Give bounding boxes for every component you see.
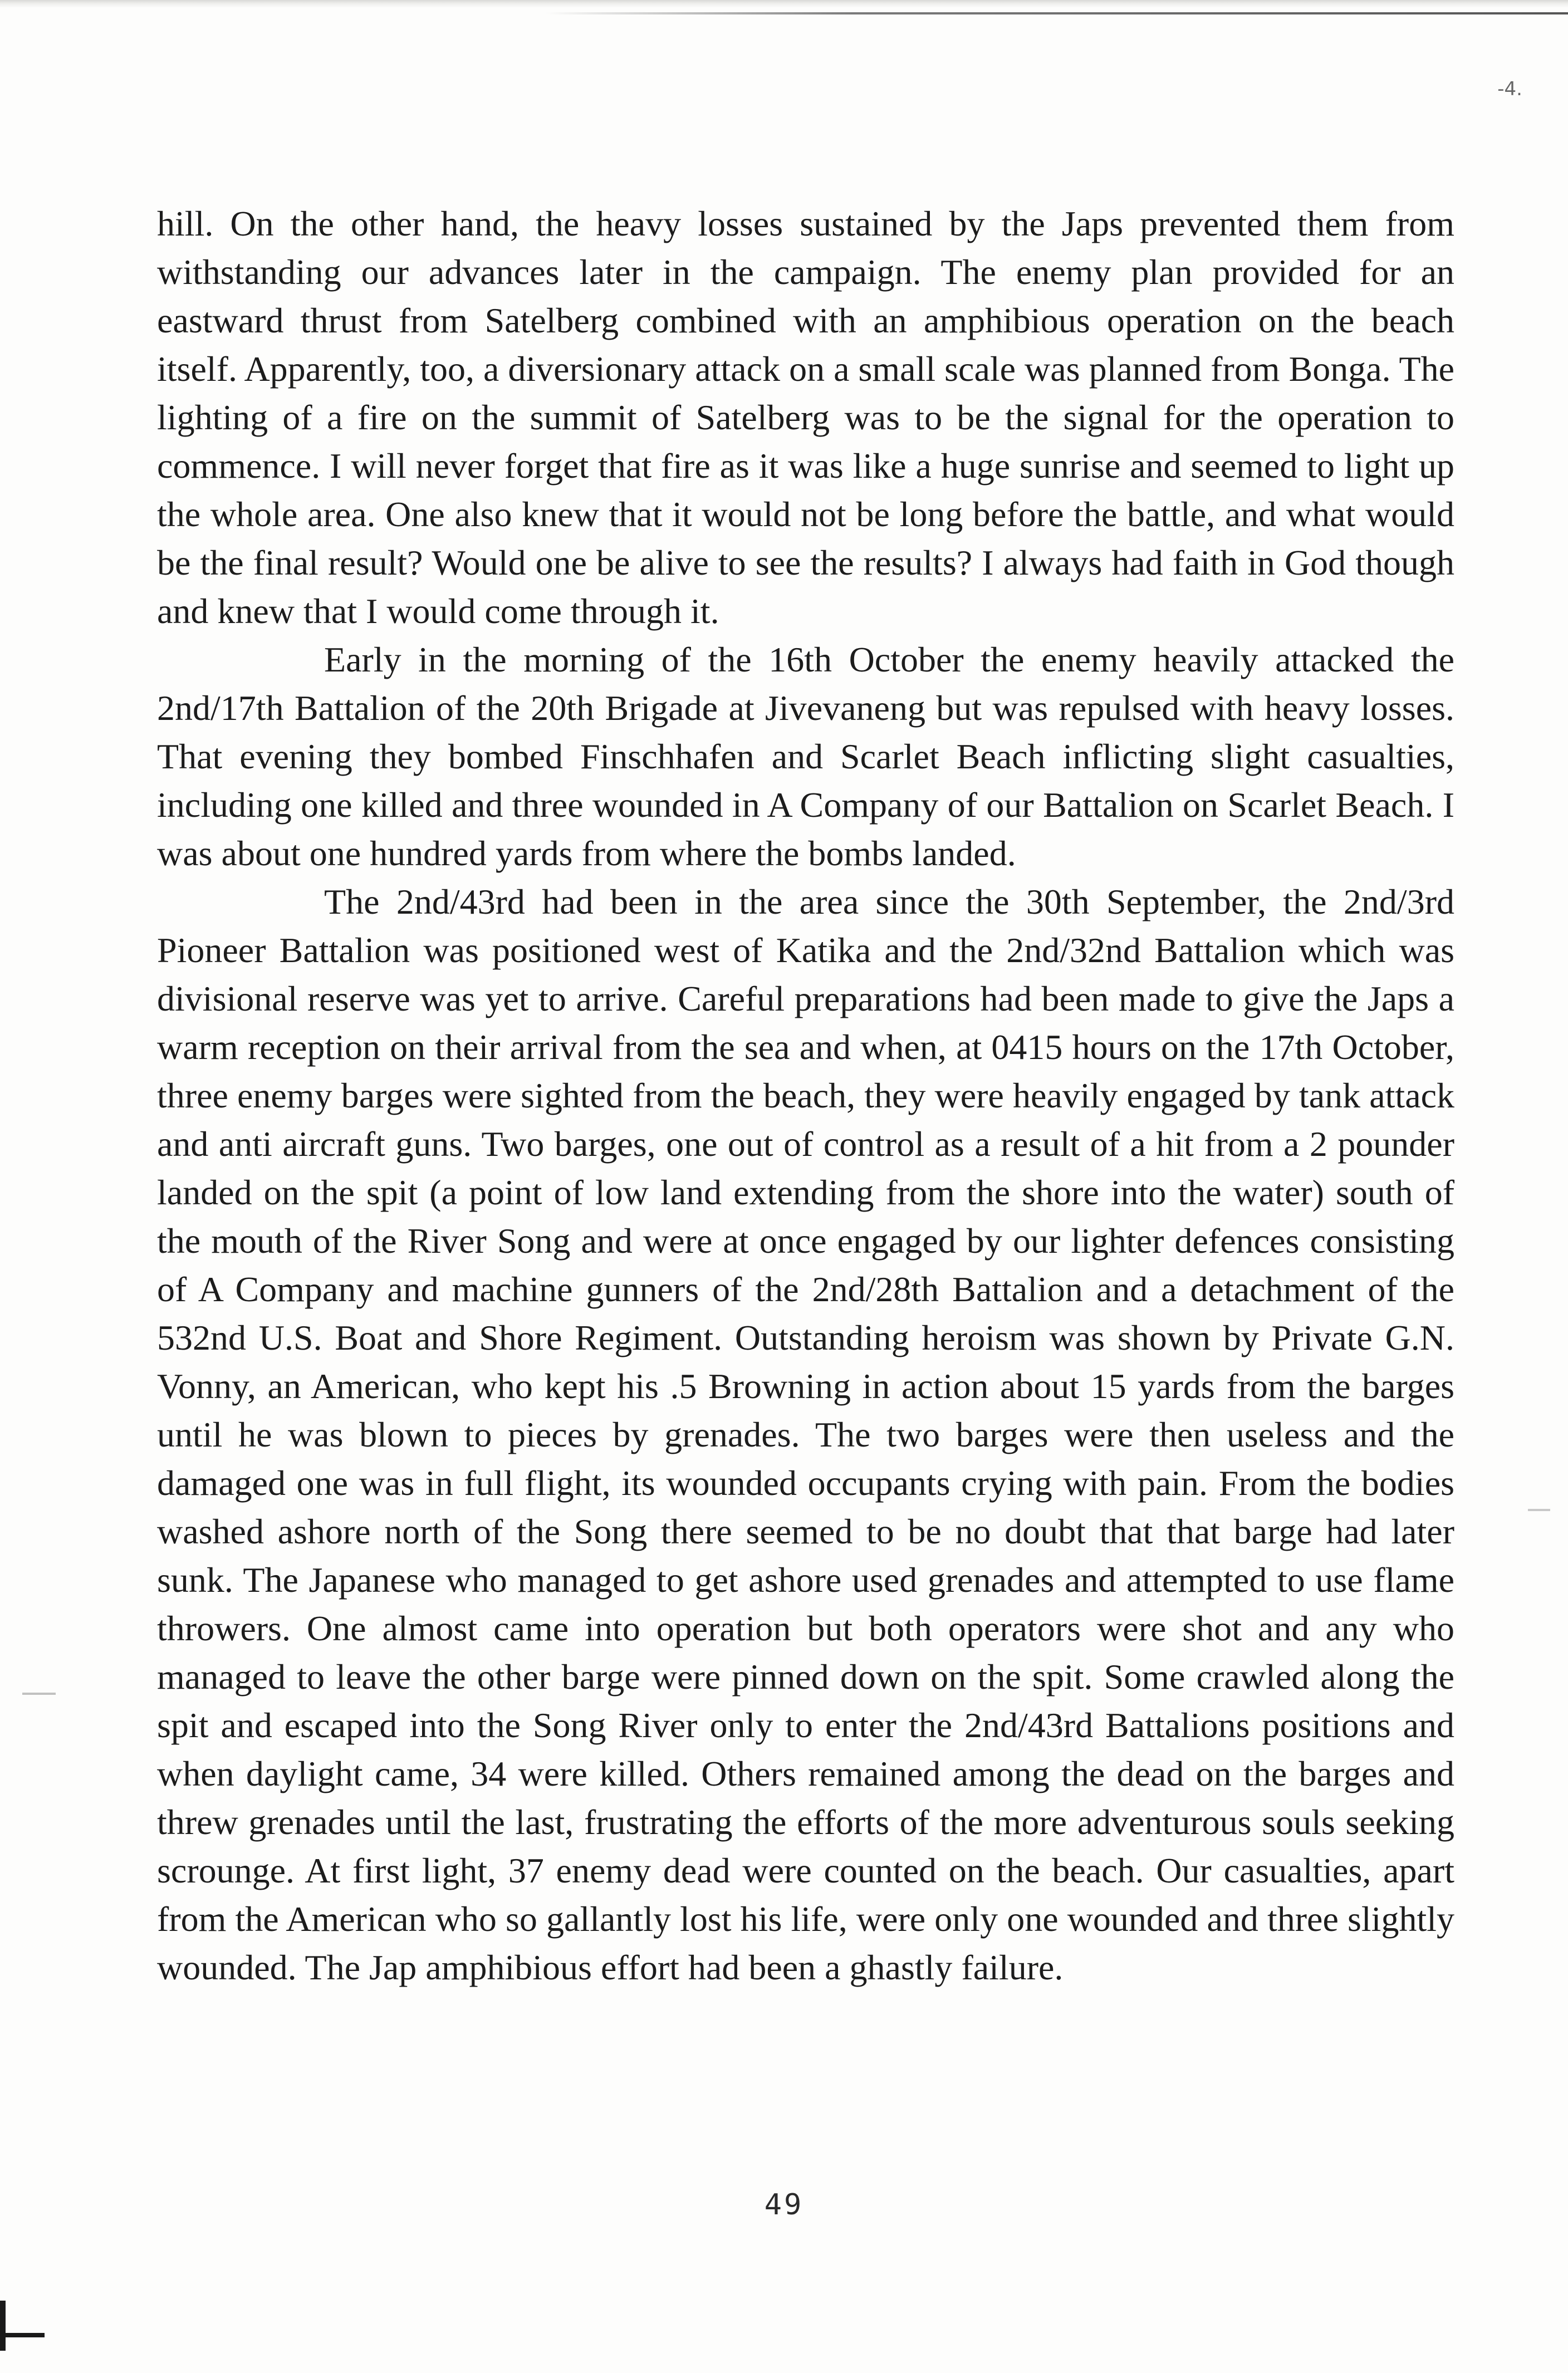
page-number: 49 [764,2188,804,2222]
paragraph-3: The 2nd/43rd had been in the area since the 30th September, the 2nd/3rd Pioneer Battalion was positioned west of Katika and the 2nd/32nd Battalion which was divisional reserve was yet to arrive. Careful preparations had been made to give the Japs a warm reception on their arrival from the sea and when, at 0415 hours on the 17th October, three enemy barges were sighted from the beach, they were heavily engaged by tank attack and anti aircraft guns. Two barges, one out of control as a result of a hit from a 2 pounder landed on the spit (a point of low land extending from the shore into the water) south of the mouth of the River Song and were at once engaged by our lighter defences consisting of A Company and machine gunners of the 2nd/28th Battalion and a detachment of the 532nd U.S. Boat and Shore Regiment. Outstanding heroism was shown by Private G.N. Vonny, an American, who kept his .5 Browning in action about 15 yards from the barges until he was blown to pieces by grenades. The two barges were then useless and the damaged one was in full flight, its wounded occupants crying with pain. From the bodies washed ashore north of the Song there seemed to be no doubt that that barge had later sunk. The Japanese who managed to get ashore used grenades and attempted to use flame throwers. One almost came into operation but both operators were shot and any who managed to leave the other barge were pinned down on the spit. Some crawled along the spit and escaped into the Song River only to enter the 2nd/43rd Battalions positions and when daylight came, 34 were killed. Others remained among the dead on the barges and threw grenades until the last, frustrating the efforts of the more adventurous souls seeking scrounge. At first light, 37 enemy dead were counted on the beach. Our casualties, apart from the American who so gallantly lost his life, were only one wounded and three slightly wounded. The Jap amphibious effort had been a ghastly failure. [157,882,1454,1987]
scan-top-edge [0,0,1568,8]
paragraph-2: Early in the morning of the 16th October the enemy heavily attacked the 2nd/17th Battalion of the 20th Brigade at Jivevaneng but was repulsed with heavy losses. That evening they bombed Finschhafen and Scarlet Beach inflicting slight casualties, including one killed and three wounded in A Company of our Battalion on Scarlet Beach. I was about one hundred yards from where the bombs landed. [157,640,1454,873]
corner-mark: -4. [1497,78,1522,100]
scan-top-line [546,12,1568,14]
scan-smudge-left [22,1693,56,1695]
scan-smudge-right [1528,1509,1550,1511]
crop-mark-horizontal [0,2333,45,2373]
paragraph-1: hill. On the other hand, the heavy losses sustained by the Japs prevented them from withstanding our advances later in the campaign. The enemy plan provided for an eastward thrust from Satelberg combined with an amphibious operation on the beach itself. Apparently, too, a diversionary attack on a small scale was planned from Bonga. The lighting of a fire on the summit of Satelberg was to be the signal for the operation to commence. I will never forget that fire as it was like a huge sunrise and seemed to light up the whole area. One also knew that it would not be long before the battle, and what would be the final result? Would one be alive to see the results? I always had faith in God though and knew that I would come through it. [157,204,1454,631]
page-body-text [157,199,1454,1992]
